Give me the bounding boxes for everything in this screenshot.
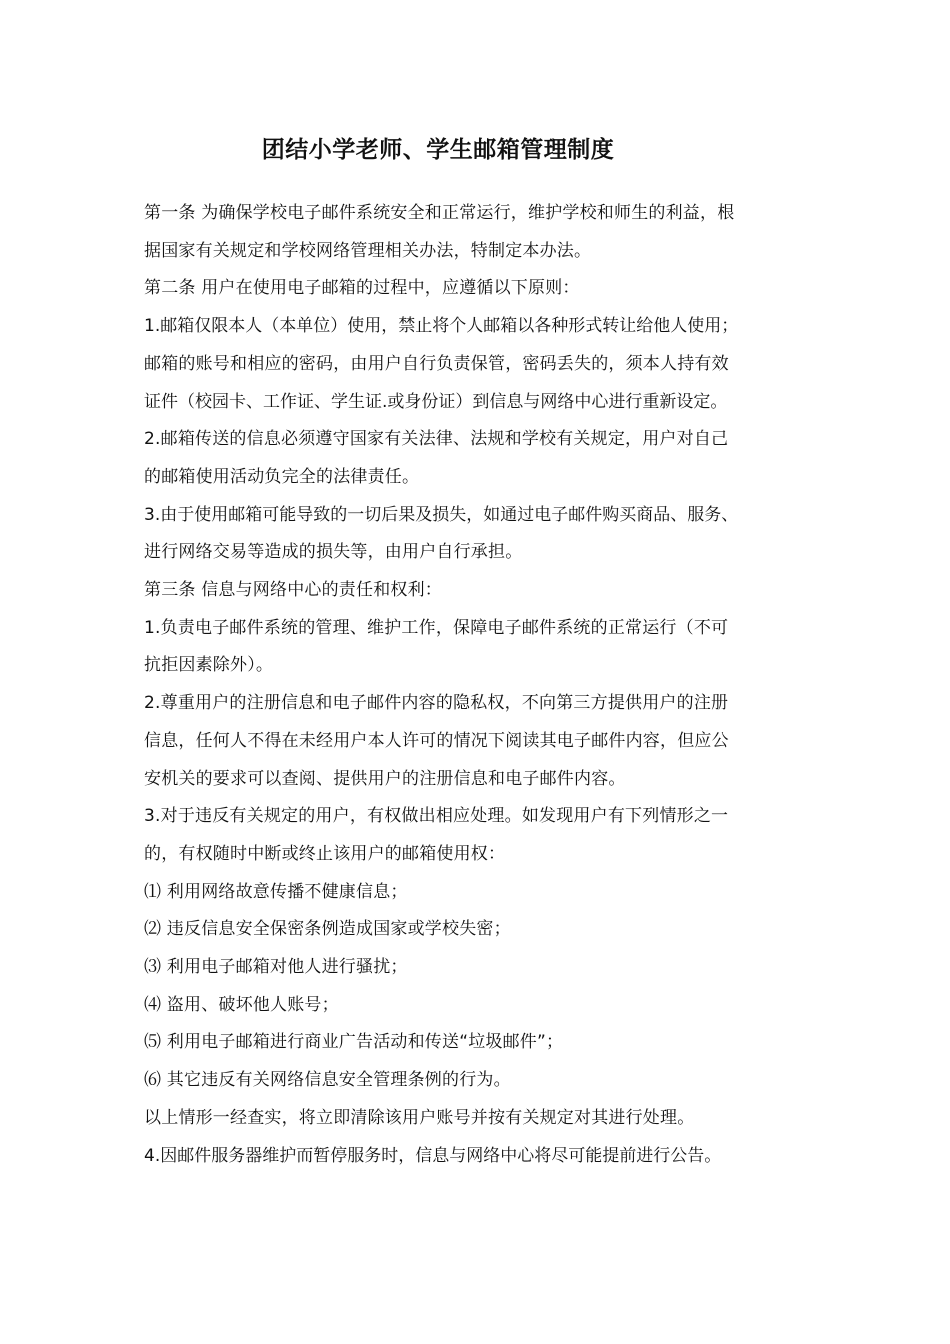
body-line-15: 信息，任何人不得在未经用户本人许可的情况下阅读其电子邮件内容，但应公 (144, 730, 729, 751)
body-line-10: 进行网络交易等造成的损失等，由用户自行承担。 (144, 542, 523, 563)
body-line-3: 第二条 用户在使用电子邮箱的过程中，应遵循以下原则： (144, 278, 580, 299)
body-line-21: ⑶ 利用电子邮箱对他人进行骚扰； (144, 957, 408, 978)
document-body (144, 195, 812, 1175)
body-line-26: 4.因邮件服务器维护而暂停服务时，信息与网络中心将尽可能提前进行公告。 (144, 1145, 722, 1166)
body-line-11: 第三条 信息与网络中心的责任和权利： (144, 580, 443, 601)
body-line-18: 的，有权随时中断或终止该用户的邮箱使用权： (144, 843, 506, 864)
body-line-5: 邮箱的账号和相应的密码，由用户自行负责保管，密码丢失的，须本人持有效 (144, 353, 729, 374)
body-line-4: 1.邮箱仅限本人（本单位）使用，禁止将个人邮箱以各种形式转让给他人使用； (144, 316, 739, 337)
body-line-12: 1.负责电子邮件系统的管理、维护工作，保障电子邮件系统的正常运行（不可 (144, 617, 729, 638)
body-line-16: 安机关的要求可以查阅、提供用户的注册信息和电子邮件内容。 (144, 768, 626, 789)
body-line-9: 3.由于使用邮箱可能导致的一切后果及损失，如通过电子邮件购买商品、服务、 (144, 504, 739, 525)
body-line-20: ⑵ 违反信息安全保密条例造成国家或学校失密； (144, 919, 511, 940)
body-line-2: 据国家有关规定和学校网络管理相关办法，特制定本办法。 (144, 240, 592, 261)
body-line-14: 2.尊重用户的注册信息和电子邮件内容的隐私权，不向第三方提供用户的注册 (144, 693, 729, 714)
body-line-25: 以上情形一经查实，将立即清除该用户账号并按有关规定对其进行处理。 (144, 1107, 695, 1128)
document-title: 团结小学老师、学生邮箱管理制度 (261, 137, 615, 163)
body-line-22: ⑷ 盗用、破坏他人账号； (144, 994, 339, 1015)
body-line-23: ⑸ 利用电子邮箱进行商业广告活动和传送“垃圾邮件”； (144, 1032, 564, 1053)
body-line-13: 抗拒因素除外）。 (144, 655, 274, 676)
body-line-6: 证件（校园卡、工作证、学生证.或身份证）到信息与网络中心进行重新设定。 (144, 391, 728, 412)
body-line-24: ⑹ 其它违反有关网络信息安全管理条例的行为。 (144, 1070, 511, 1091)
body-line-1: 第一条 为确保学校电子邮件系统安全和正常运行，维护学校和师生的利益，根 (144, 203, 735, 223)
body-line-17: 3.对于违反有关规定的用户，有权做出相应处理。如发现用户有下列情形之一 (144, 806, 729, 827)
body-line-7: 2.邮箱传送的信息必须遵守国家有关法律、法规和学校有关规定，用户对自己 (144, 429, 729, 450)
body-line-8: 的邮箱使用活动负完全的法律责任。 (144, 466, 420, 487)
body-line-19: ⑴ 利用网络故意传播不健康信息； (144, 881, 408, 902)
